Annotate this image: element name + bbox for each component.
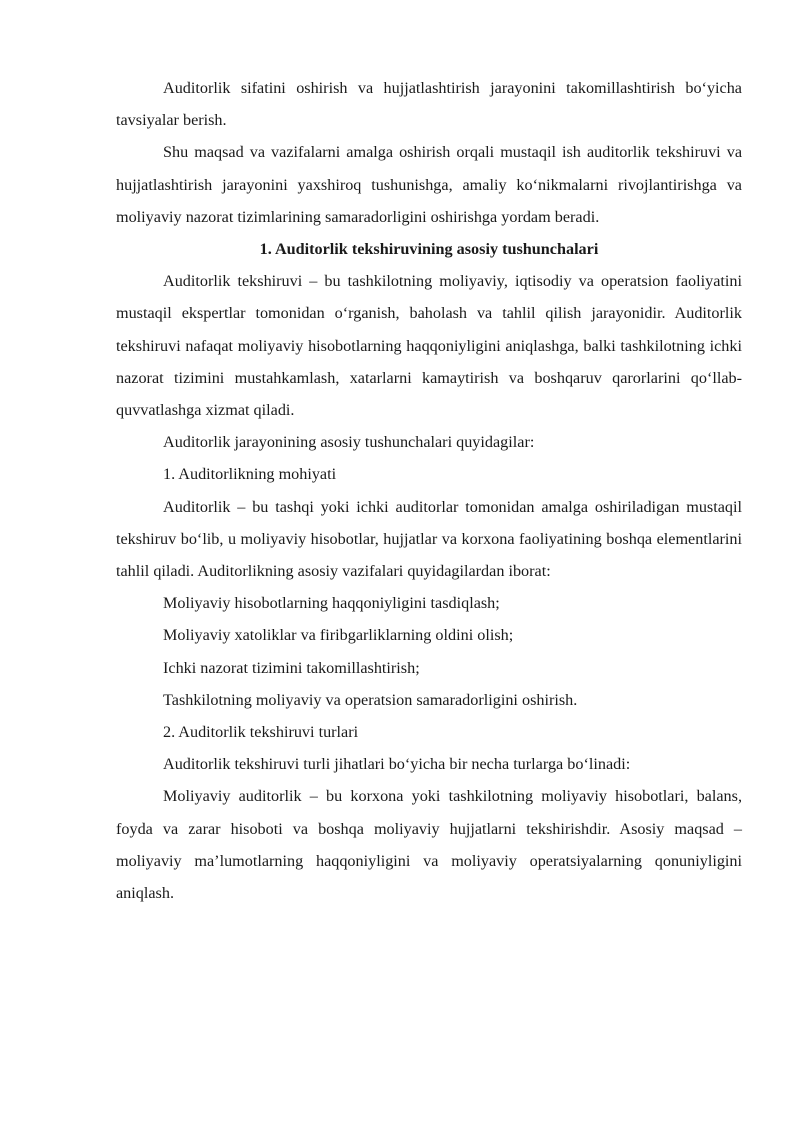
task-item: Moliyaviy hisobotlarning haqqoniyligini tasdiqlash; [163,594,500,613]
section-heading: 1. Auditorlik tekshiruvining asosiy tushunchalari [259,240,599,259]
types-intro: Auditorlik tekshiruvi turli jihatlari bo‘yicha bir necha turlarga bo‘linadi: [163,755,631,774]
concepts-intro: Auditorlik jarayonining asosiy tushunchalari quyidagilar: [163,433,535,452]
paragraph-recommendations: Auditorlik sifatini oshirish va hujjatlashtirish jarayonini takomillashtirish bo‘yicha tavsiyalar berish. [116,79,742,130]
paragraph-goals: Shu maqsad va vazifalarni amalga oshirish orqali mustaqil ish auditorlik tekshiruvi va hujjatlashtirish jarayonini yaxshiroq tushunishga, amaliy ko‘nikmalarni rivojlantirishga va moliyaviy nazorat tizimlarining samaradorligini oshirishga yordam beradi. [116,143,742,226]
task-item: Moliyaviy xatoliklar va firibgarliklarning oldini olish; [163,626,514,645]
document-page [116,72,742,909]
paragraph-audit-definition: Auditorlik tekshiruvi – bu tashkilotning moliyaviy, iqtisodiy va operatsion faoliyatini mustaqil ekspertlar tomonidan o‘rganish, baholash va tahlil qilish jarayonidir. Auditorlik tekshiruvi nafaqat moliyaviy hisobotlarning haqqoniyligini aniqlashga, balki tashkilotning ichki nazorat tizimini mustahkamlash, xatarlarni kamaytirish va boshqaruv qarorlarini qo‘llab-quvvatlashga xizmat qiladi. [116,272,742,420]
paragraph-financial-audit: Moliyaviy auditorlik – bu korxona yoki tashkilotning moliyaviy hisobotlari, balans, foyda va zarar hisoboti va boshqa moliyaviy hujjatlarni tekshirishdir. Asosiy maqsad – moliyaviy ma’lumotlarning haqqoniyligini va moliyaviy operatsiyalarning qonuniyligini aniqlash. [116,787,742,903]
task-item: Tashkilotning moliyaviy va operatsion samaradorligini oshirish. [163,690,578,709]
subheading-types: 2. Auditorlik tekshiruvi turlari [163,723,359,742]
paragraph-essence: Auditorlik – bu tashqi yoki ichki auditorlar tomonidan amalga oshiriladigan mustaqil tekshiruv bo‘lib, u moliyaviy hisobotlar, hujjatlar va korxona faoliyatining boshqa elementlarini tahlil qiladi. Auditorlikning asosiy vazifalari quyidagilardan iborat: [116,497,742,581]
task-item: Ichki nazorat tizimini takomillashtirish; [163,658,420,677]
subheading-essence: 1. Auditorlikning mohiyati [163,465,337,484]
